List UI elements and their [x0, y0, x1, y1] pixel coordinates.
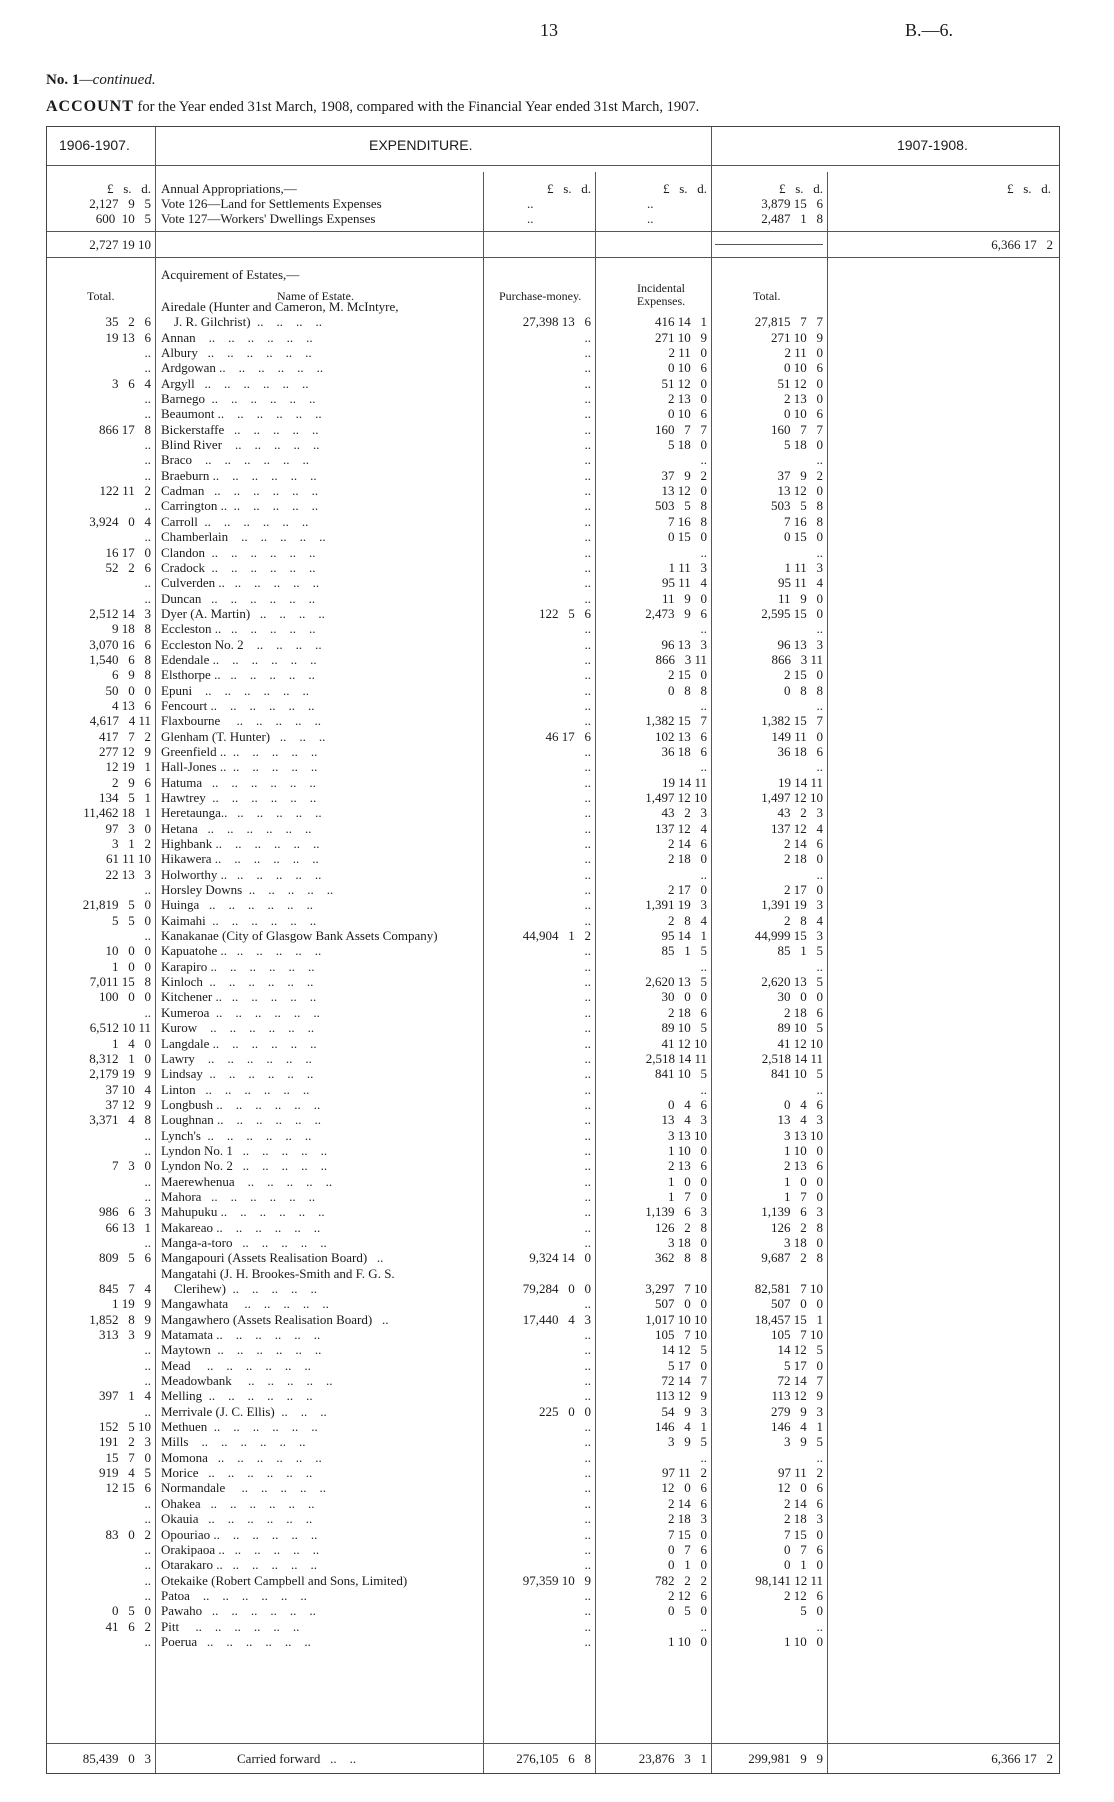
- units-grand: £ s. d.: [1006, 181, 1051, 196]
- incidental-expenses-column: 416 14 1 271 10 9 2 11 0 0 10 6 51 12 0 2 13 0 0 10 6 160 7 7 5 18 0 .. 37 9 2 13 12 0 503 5 8 7 16 8 0 15 0 .. 1 11 3 95 11 4 11 9 0 2,473 9 6 .. 96 13 3 866 3 11 2 15 0 0 8 8 .. 1,382 15 7 102 13 6 36 18 6 .. 19 14 11 1,497 12 10 43 2 3 137 12 4 2 14 6 2 18 0 .. 2 17 0 1,391 19 3 2 8 4 95 14 1 85 1 5 .. 2,620 13 5 30 0 0 2 18 6 89 10 5 41 12 10 2,518 14 11 841 10 5 .. 0 4 6 13 4 3 3 13 10 1 10 0 2 13 6 1 0 0 1 7 0 1,139 6 3 126 2 8 3 18 0 362 8 8 3,297 7 10 507 0 0 1,017 10 10 105 7 10 14 12 5 5 17 0 72 14 7 113 12 9 54 9 3 146 4 1 3 9 5 .. 97 11 2 12 0 6 2 14 6 2 18 3 7 15 0 0 7 6 0 1 0 782 2 2 2 12 6 0 5 0 .. 1 10 0: [645, 314, 707, 1649]
- account-label: ACCOUNT: [46, 98, 134, 115]
- vote-126-purchase: ..: [527, 196, 534, 211]
- rule-incidental: [711, 127, 712, 1773]
- vote-127-purchase: ..: [527, 211, 534, 226]
- purchase-money-header: Purchase-money.: [499, 289, 582, 303]
- vote-127-label: Vote 127—Workers' Dwellings Expenses: [161, 211, 376, 226]
- footer-purchase-total: 276,105 6 8: [516, 1751, 591, 1766]
- appropriations-prev-total: 2,727 19 10: [89, 237, 151, 252]
- rule-total: [827, 172, 828, 1773]
- current-totals-column: 27,815 7 7 271 10 9 2 11 0 0 10 6 51 12 0 2 13 0 0 10 6 160 7 7 5 18 0 .. 37 9 2 13 12 0 503 5 8 7 16 8 0 15 0 .. 1 11 3 95 11 4 11 9 0 2,595 15 0 .. 96 13 3 866 3 11 2 15 0 0 8 8 .. 1,382 15 7 149 11 0 36 18 6 .. 19 14 11 1,497 12 10 43 2 3 137 12 4 2 14 6 2 18 0 .. 2 17 0 1,391 19 3 2 8 4 44,999 15 3 85 1 5 .. 2,620 13 5 30 0 0 2 18 6 89 10 5 41 12 10 2,518 14 11 841 10 5 .. 0 4 6 13 4 3 3 13 10 1 10 0 2 13 6 1 0 0 1 7 0 1,139 6 3 126 2 8 3 18 0 9,687 2 8 82,581 7 10 507 0 0 18,457 15 1 105 7 10 14 12 5 5 17 0 72 14 7 113 12 9 279 9 3 146 4 1 3 9 5 .. 97 11 2 12 0 6 2 14 6 2 18 3 7 15 0 0 7 6 0 1 0 98,141 12 11 2 12 6 5 0 .. 1 10 0: [754, 314, 823, 1649]
- vote-127-prev: 600 10 5: [95, 211, 151, 226]
- carried-forward-label: Carried forward .. ..: [237, 1751, 357, 1766]
- units-prev: £ s. d.: [106, 181, 151, 196]
- section-heading: [46, 72, 156, 89]
- footer-divider: [47, 1743, 1059, 1744]
- rule-prev: [155, 127, 156, 1773]
- total-prev-header: Total.: [87, 289, 115, 303]
- vote-127-incidental: ..: [647, 211, 654, 226]
- total-current-header: Total.: [753, 289, 781, 303]
- page-reference: B.—6.: [905, 20, 954, 40]
- rule-purchase: [595, 172, 596, 1773]
- vote-126-label: Vote 126—Land for Settlements Expenses: [161, 196, 382, 211]
- estates-title: Acquirement of Estates,—: [161, 267, 300, 282]
- prev-year-totals-column: 35 2 6 19 13 6 .. .. 3 6 4 .. .. 866 17 8 .. .. .. 122 11 2 .. 3,924 0 4 .. 16 17 0 52 2 6 .. .. 2,512 14 3 9 18 8 3,070 16 6 1,540 6 8 6 9 8 50 0 0 4 13 6 4,617 4 11 417 7 2 277 12 9 12 19 1 2 9 6 134 5 1 11,462 18 1 97 3 0 3 1 2 61 11 10 22 13 3 .. 21,819 5 0 5 5 0 .. 10 0 0 1 0 0 7,011 15 8 100 0 0 .. 6,512 10 11 1 4 0 8,312 1 0 2,179 19 9 37 10 4 37 12 9 3,371 4 8 .. .. 7 3 0 .. .. 986 6 3 66 13 1 .. 809 5 6 845 7 4 1 19 9 1,852 8 9 313 3 9 .. .. .. 397 1 4 .. 152 5 10 191 2 3 15 7 0 919 4 5 12 15 6 .. .. 83 0 2 .. .. .. .. 0 5 0 41 6 2 ..: [82, 314, 151, 1649]
- estates-divider: [47, 257, 1059, 258]
- year-right: 1907-1908.: [897, 137, 968, 153]
- vote-126-incidental: ..: [647, 196, 654, 211]
- vote-126-current: 3,879 15 6: [761, 196, 823, 211]
- footer-incidental-total: 23,876 3 1: [638, 1751, 707, 1766]
- footer-prev-total: 85,439 0 3: [82, 1751, 151, 1766]
- band-title: EXPENDITURE.: [369, 137, 473, 153]
- footer-grand-total: 6,366 17 2: [991, 1751, 1053, 1766]
- vote-126-prev: 2,127 9 5: [89, 196, 151, 211]
- units-purchase: £ s. d.: [546, 181, 591, 196]
- account-description: for the Year ended 31st March, 1908, compared with the Financial Year ended 31st March, 1907.: [137, 99, 700, 115]
- estate-names-column: Airedale (Hunter and Cameron, M. McIntyre, J. R. Gilchrist) .. .. .. .. Annan .. .. .. .. .. .. Albury .. .. .. .. .. .. Ardgowan .. .. .. .. .. .. Argyll .. .. .. .. .. .. Barnego .. .. .. .. .. .. Beaumont .. .. .. .. .. .. Bickerstaffe .. .. .. .. .. Blind River .. .. .. .. .. Braco .. .. .. .. .. .. Braeburn .. .. .. .. .. .. Cadman .. .. .. .. .. .. Carrington .. .. .. .. .. .. Carroll .. .. .. .. .. .. Chamberlain .. .. .. .. .. Clandon .. .. .. .. .. .. Cradock .. .. .. .. .. .. Culverden .. .. .. .. .. .. Duncan .. .. .. .. .. .. Dyer (A. Martin) .. .. .. .. Eccleston .. .. .. .. .. .. Eccleston No. 2 .. .. .. .. Edendale .. .. .. .. .. .. Elsthorpe .. .. .. .. .. .. Epuni .. .. .. .. .. .. Fencourt .. .. .. .. .. .. Flaxbourne .. .. .. .. .. Glenham (T. Hunter) .. .. .. Greenfield .. .. .. .. .. .. Hall-Jones .. .. .. .. .. .. Hatuma .. .. .. .. .. .. Hawtrey .. .. .. .. .. .. Heretaunga.. .. .. .. .. .. Hetana .. .. .. .. .. .. Highbank .. .. .. .. .. .. Hikawera .. .. .. .. .. .. Holworthy .. .. .. .. .. .. Horsley Downs .. .. .. .. .. Huinga .. .. .. .. .. .. Kaimahi .. .. .. .. .. .. Kanakanae (City of Glasgow Bank Assets Company) Kapuatohe .. .. .. .. .. .. Karapiro .. .. .. .. .. .. Kinloch .. .. .. .. .. .. Kitchener .. .. .. .. .. .. Kumeroa .. .. .. .. .. .. Kurow .. .. .. .. .. .. Langdale .. .. .. .. .. .. Lawry .. .. .. .. .. .. Lindsay .. .. .. .. .. .. Linton .. .. .. .. .. .. Longbush .. .. .. .. .. .. Loughnan .. .. .. .. .. .. Lynch's .. .. .. .. .. .. Lyndon No. 1 .. .. .. .. .. Lyndon No. 2 .. .. .. .. .. Maerewhenua .. .. .. .. .. Mahora .. .. .. .. .. .. Mahupuku .. .. .. .. .. .. Makareao .. .. .. .. .. .. Manga-a-toro .. .. .. .. .. Mangapouri (Assets Realisation Board) .. Mangatahi (J. H. Brookes-Smith and F. G. S. Clerihew) .. .. .. .. .. Mangawhata .. .. .. .. .. Mangawhero (Assets Realisation Board) .. Matamata .. .. .. .. .. .. Maytown .. .. .. .. .. .. Mead .. .. .. .. .. .. Meadowbank .. .. .. .. .. Melling .. .. .. .. .. .. Merrivale (J. C. Ellis) .. .. .. Methuen .. .. .. .. .. .. Mills .. .. .. .. .. .. Momona .. .. .. .. .. .. Morice .. .. .. .. .. .. Normandale .. .. .. .. .. Ohakea .. .. .. .. .. .. Okauia .. .. .. .. .. .. Opouriao .. .. .. .. .. .. Orakipaoa .. .. .. .. .. .. Otarakaro .. .. .. .. .. .. Otekaike (Robert Campbell and Sons, Limited) Patoa .. .. .. .. .. .. Pawaho .. .. .. .. .. .. Pitt .. .. .. .. .. .. Poerua .. .. .. .. .. ..: [161, 299, 438, 1649]
- estate-name-header: Name of Estate.: [277, 289, 354, 303]
- appropriations-title: Annual Appropriations,—: [161, 181, 297, 196]
- heading-number: No. 1: [46, 72, 80, 88]
- subtotal-rule: [715, 244, 823, 245]
- account-heading: [46, 98, 699, 116]
- rule-name: [483, 172, 484, 1773]
- footer-current-total: 299,981 9 9: [748, 1751, 823, 1766]
- vote-127-current: 2,487 1 8: [761, 211, 823, 226]
- units-total: £ s. d.: [778, 181, 823, 196]
- page-number: 13: [540, 20, 558, 40]
- purchase-money-column: 27,398 13 6 .. .. .. .. .. .. .. .. .. .. .. .. .. .. .. .. .. .. 122 5 6 .. .. .. .. .. .. .. 46 17 6 .. .. .. .. .. .. .. .. .. .. .. .. 44,904 1 2 .. .. .. .. .. .. .. .. .. .. .. .. .. .. .. .. .. .. .. .. 9,324 14 0 79,284 0 0 .. 17,440 4 3 .. .. .. .. .. 225 0 0 .. .. .. .. .. .. .. .. .. .. 97,359 10 9 .. .. .. ..: [522, 314, 591, 1649]
- appropriations-divider: [47, 231, 1059, 232]
- units-incidental: £ s. d.: [662, 181, 707, 196]
- appropriations-grand-total: 6,366 17 2: [991, 237, 1053, 252]
- heading-continued: —continued.: [79, 72, 156, 88]
- expenditure-table: [46, 126, 1060, 1774]
- incidental-expenses-header: Incidental Expenses.: [636, 281, 686, 308]
- year-left: 1906-1907.: [59, 137, 130, 153]
- band-divider: [47, 165, 1059, 166]
